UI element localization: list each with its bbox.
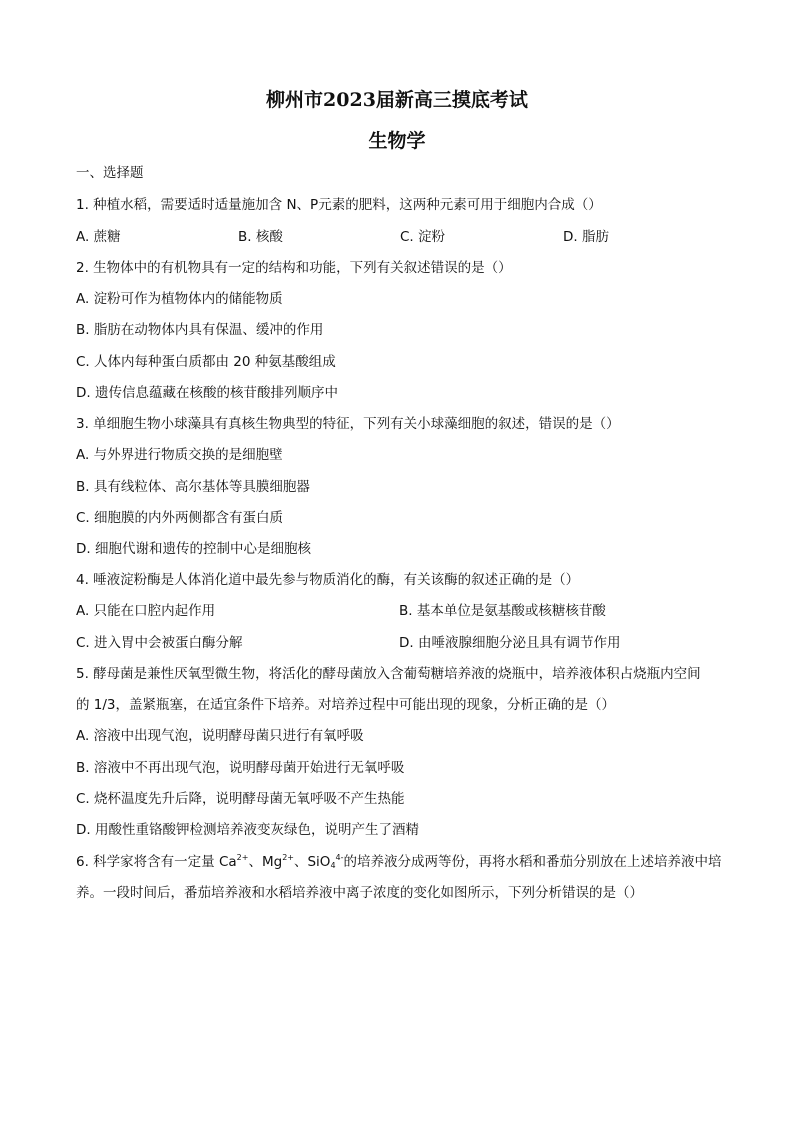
section-heading: 一、选择题 — [76, 165, 144, 181]
question-2-option-c: C. 人体内每种蛋白质都由 20 种氨基酸组成 — [76, 354, 336, 370]
question-3-option-c: C. 细胞膜的内外两侧都含有蛋白质 — [76, 510, 284, 526]
question-2-stem: 2. 生物体中的有机物具有一定的结构和功能，下列有关叙述错误的是（） — [76, 260, 512, 276]
question-3-option-b: B. 具有线粒体、高尔基体等具膜细胞器 — [76, 479, 310, 495]
question-3-stem: 3. 单细胞生物小球藻具有真核生物典型的特征，下列有关小球藻细胞的叙述，错误的是（） — [76, 416, 620, 432]
question-1-option-d: D. 脂肪 — [563, 229, 609, 245]
q6-text-b: 、Mg — [248, 854, 283, 870]
question-1-option-b: B. 核酸 — [238, 229, 283, 245]
question-4-option-b: B. 基本单位是氨基酸或核糖核苷酸 — [399, 603, 606, 619]
question-4-option-c: C. 进入胃中会被蛋白酶分解 — [76, 635, 243, 651]
q6-mg-charge: 2+ — [282, 853, 294, 862]
question-2-option-d: D. 遗传信息蕴藏在核酸的核苷酸排列顺序中 — [76, 385, 338, 401]
question-6-stem-line-2: 养。一段时间后，番茄培养液和水稻培养液中离子浓度的变化如图所示，下列分析错误的是（） — [76, 885, 643, 901]
question-2-option-b: B. 脂肪在动物体内具有保温、缓冲的作用 — [76, 322, 324, 338]
q6-ca-charge: 2+ — [236, 853, 249, 862]
question-5-option-b: B. 溶液中不再出现气泡，说明酵母菌开始进行无氧呼吸 — [76, 760, 405, 776]
question-3-option-d: D. 细胞代谢和遗传的控制中心是细胞核 — [76, 541, 311, 557]
q6-text-a: 6. 科学家将含有一定量 Ca — [76, 854, 237, 870]
question-1-option-c: C. 淀粉 — [400, 229, 446, 245]
question-1-stem: 1. 种植水稻，需要适时适量施加含 N、P元素的肥料，这两种元素可用于细胞内合成（） — [76, 197, 602, 213]
question-4-stem: 4. 唾液淀粉酶是人体消化道中最先参与物质消化的酶，有关该酶的叙述正确的是（） — [76, 572, 580, 588]
q6-sio-subscript: 4 — [330, 861, 336, 870]
exam-title: 柳州市2023届新高三摸底考试 — [266, 89, 528, 111]
question-1-option-a: A. 蔗糖 — [76, 229, 121, 245]
question-5-option-c: C. 烧杯温度先升后降，说明酵母菌无氧呼吸不产生热能 — [76, 791, 405, 807]
question-5-option-d: D. 用酸性重铬酸钾检测培养液变灰绿色，说明产生了酒精 — [76, 822, 419, 838]
question-5-stem-line-2: 的 1/3，盖紧瓶塞，在适宜条件下培养。对培养过程中可能出现的现象，分析正确的是（） — [76, 697, 616, 713]
question-5-stem-line-1: 5. 酵母菌是兼性厌氧型微生物，将活化的酵母菌放入含葡萄糖培养液的烧瓶中，培养液体积占烧瓶内空间 — [76, 666, 701, 682]
question-2-option-a: A. 淀粉可作为植物体内的储能物质 — [76, 291, 283, 307]
question-6-stem-line-1 — [76, 852, 722, 872]
question-4-option-a: A. 只能在口腔内起作用 — [76, 603, 216, 619]
q6-text-c: 、SiO — [293, 854, 331, 870]
question-5-option-a: A. 溶液中出现气泡，说明酵母菌只进行有氧呼吸 — [76, 728, 364, 744]
q6-sio-charge: 4- — [335, 853, 344, 862]
q6-text-d: 的培养液分成两等份，再将水稻和番茄分别放在上述培养液中培 — [343, 854, 722, 870]
question-4-option-d: D. 由唾液腺细胞分泌且具有调节作用 — [399, 635, 621, 651]
exam-subject: 生物学 — [368, 130, 426, 152]
question-3-option-a: A. 与外界进行物质交换的是细胞壁 — [76, 447, 283, 463]
